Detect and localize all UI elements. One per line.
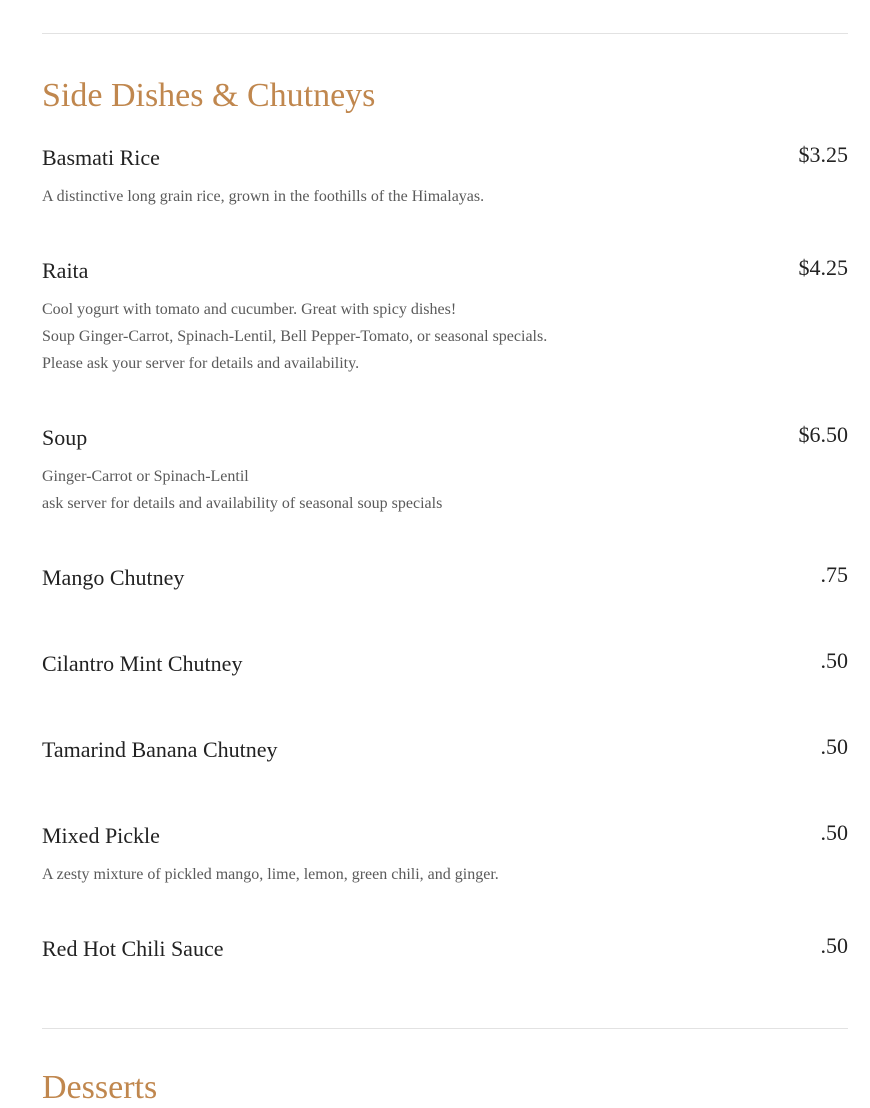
item-description [42,296,692,377]
item-price: $6.50 [798,422,848,447]
item-price: .50 [820,734,848,759]
description-line: ask server for details and availability of seasonal soup specials [42,495,443,512]
item-name: Cilantro Mint Chutney [42,651,243,676]
item-description [42,183,692,210]
description-line: Cool yogurt with tomato and cucumber. Great with spicy dishes! [42,301,457,318]
item-price: .50 [820,648,848,673]
item-name: Tamarind Banana Chutney [42,737,278,762]
description-line: Soup Ginger-Carrot, Spinach-Lentil, Bell Pepper-Tomato, or seasonal specials. [42,328,548,345]
item-name: Raita [42,258,89,283]
item-price: .75 [820,562,848,587]
item-name: Basmati Rice [42,145,160,170]
description-line: Ginger-Carrot or Spinach-Lentil [42,468,249,485]
item-price: .50 [820,933,848,958]
description-line: A zesty mixture of pickled mango, lime, lemon, green chili, and ginger. [42,866,499,883]
description-line: Please ask your server for details and availability. [42,355,360,372]
item-price: .50 [820,820,848,845]
item-name: Red Hot Chili Sauce [42,936,224,961]
item-description [42,861,692,888]
item-price: $4.25 [798,255,848,280]
section-divider-top [42,33,848,34]
section-divider-bottom [42,1028,848,1029]
item-name: Soup [42,425,88,450]
next-section-title: Desserts [42,1069,158,1106]
description-line: A distinctive long grain rice, grown in the foothills of the Himalayas. [42,188,485,205]
item-name: Mixed Pickle [42,823,160,848]
section-title: Side Dishes & Chutneys [42,77,376,114]
item-name: Mango Chutney [42,565,185,590]
item-description [42,463,692,517]
item-price: $3.25 [798,142,848,167]
